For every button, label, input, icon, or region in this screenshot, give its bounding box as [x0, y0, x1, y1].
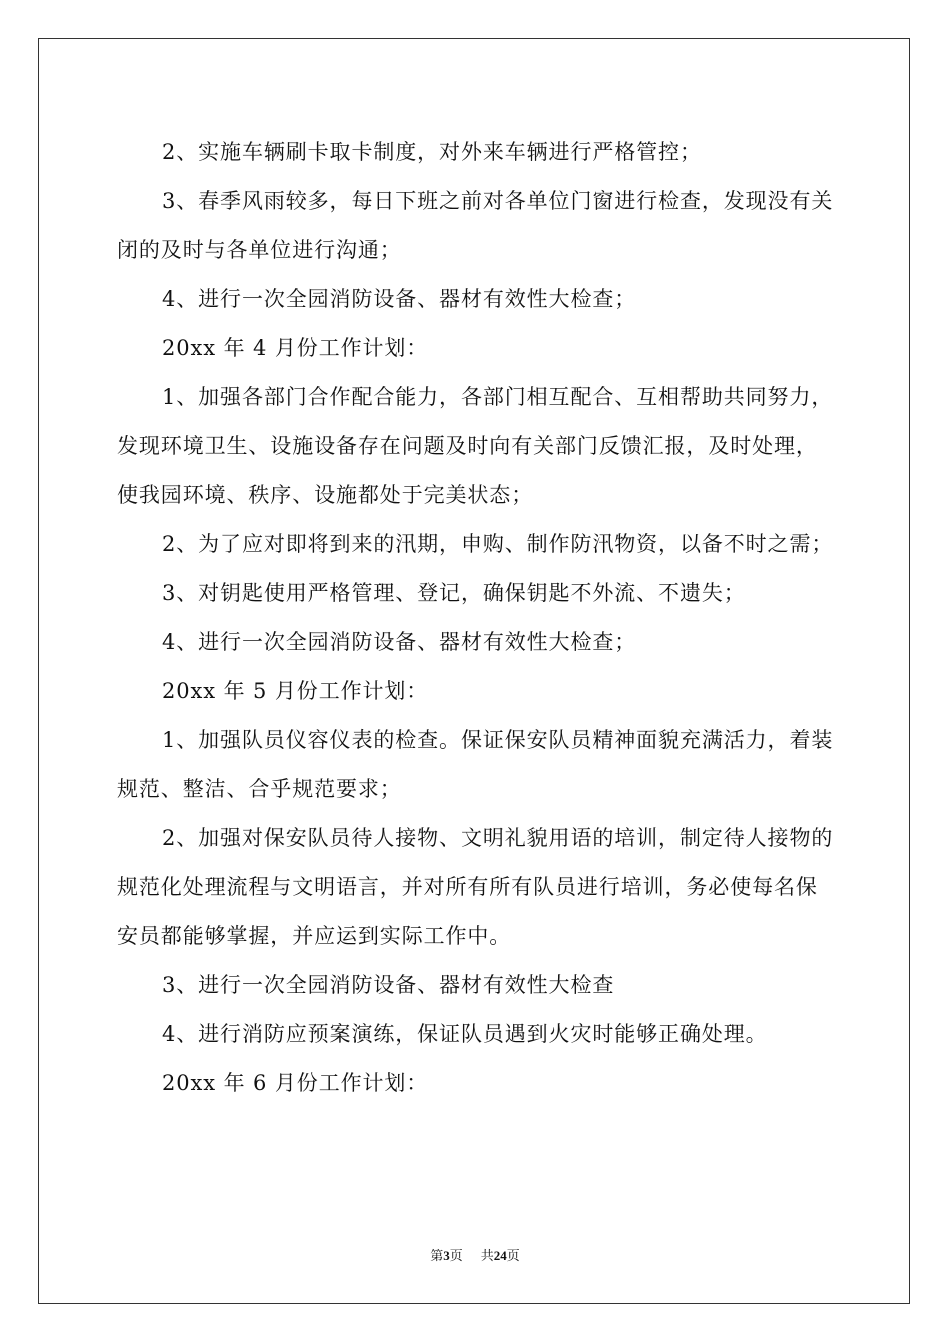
section-heading: 20xx 年 4 月份工作计划： [162, 336, 429, 360]
page-footer [0, 1245, 950, 1264]
paragraph: 4、进行一次全园消防设备、器材有效性大检查； [162, 287, 637, 311]
section-heading: 20xx 年 6 月份工作计划： [162, 1071, 429, 1095]
document-body [117, 128, 837, 1108]
paragraph: 4、进行消防应预案演练，保证队员遇到火灾时能够正确处理。 [162, 1022, 768, 1046]
total-pages-indicator: 共24页 [480, 1248, 520, 1263]
paragraph: 3、进行一次全园消防设备、器材有效性大检查 [162, 973, 615, 997]
paragraph: 1、加强各部门合作配合能力，各部门相互配合、互相帮助共同努力，发现环境卫生、设施设备存在问题及时向有关部门反馈汇报，及时处理，使我园环境、秩序、设施都处于完美状态； [117, 385, 834, 507]
section-heading: 20xx 年 5 月份工作计划： [162, 679, 429, 703]
paragraph: 3、春季风雨较多，每日下班之前对各单位门窗进行检查，发现没有关闭的及时与各单位进行沟通； [117, 189, 834, 262]
paragraph: 2、为了应对即将到来的汛期，申购、制作防汛物资，以备不时之需； [162, 532, 834, 556]
paragraph: 3、对钥匙使用严格管理、登记，确保钥匙不外流、不遗失； [162, 581, 746, 605]
paragraph: 2、加强对保安队员待人接物、文明礼貌用语的培训，制定待人接物的规范化处理流程与文明语言，并对所有所有队员进行培训，务必使每名保安员都能够掌握，并应运到实际工作中。 [117, 826, 834, 948]
paragraph: 1、加强队员仪容仪表的检查。保证保安队员精神面貌充满活力，着装规范、整洁、合乎规范要求； [117, 728, 834, 801]
paragraph: 4、进行一次全园消防设备、器材有效性大检查； [162, 630, 637, 654]
paragraph: 2、实施车辆刷卡取卡制度，对外来车辆进行严格管控； [162, 140, 702, 164]
page-indicator: 第3页 [430, 1248, 463, 1263]
